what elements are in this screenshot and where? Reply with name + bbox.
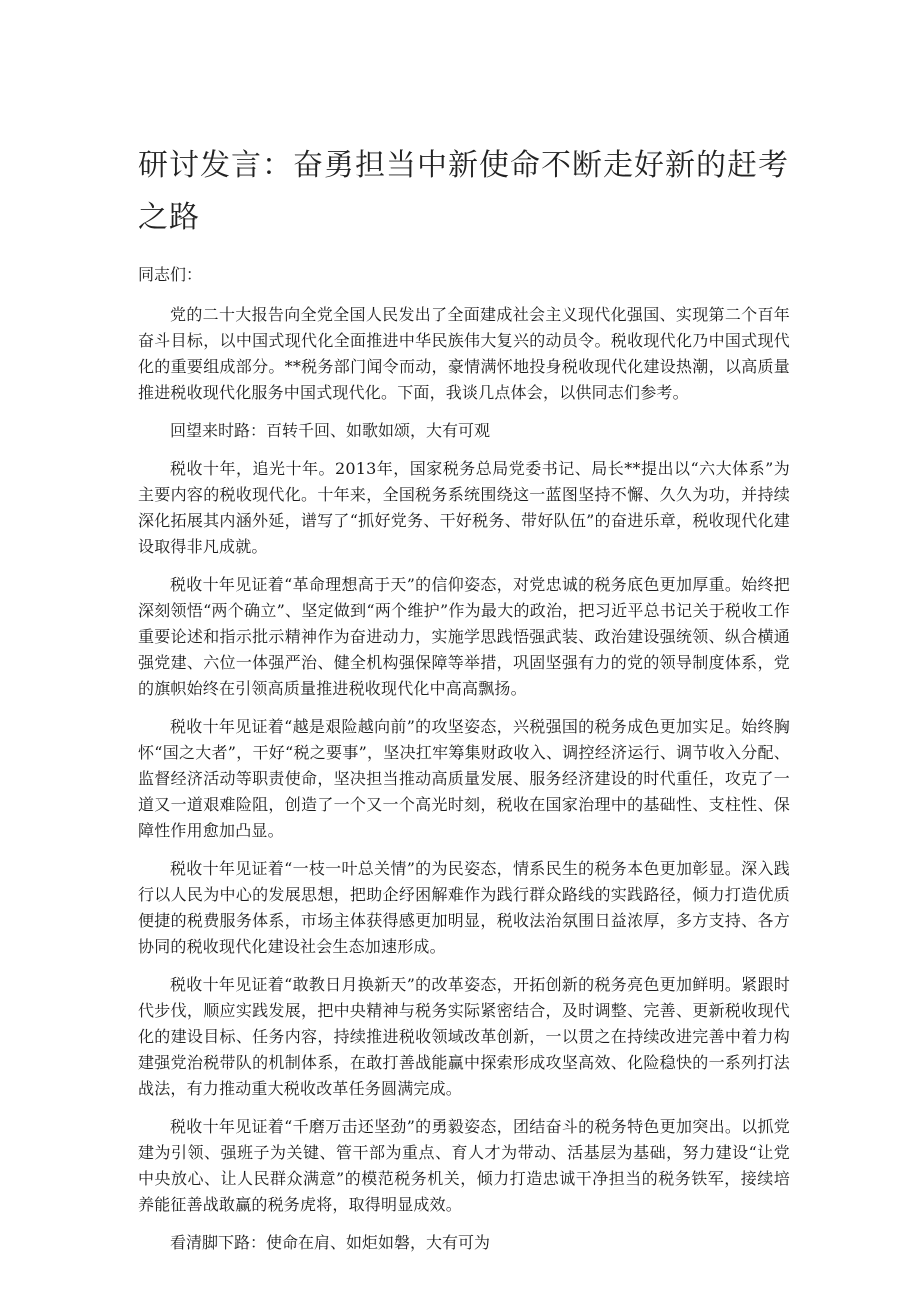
paragraph-tackling: 税收十年见证着“越是艰险越向前”的攻坚姿态，兴税强国的税务成色更加实足。始终胸怀“国之大者”，干好“税之要事”，坚决扛牢筹集财政收入、调控经济运行、调节收入分配、监督经济活动等职责使命，坚决担当推动高质量发展、服务经济建设的时代重任，攻克了一道又一道艰难险阻，创造了一个又一个高光时刻，税收在国家治理中的基础性、支柱性、保障性作用愈加凸显。 — [138, 717, 790, 840]
intro-paragraph: 党的二十大报告向全党全国人民发出了全面建成社会主义现代化强国、实现第二个百年奋斗目标，以中国式现代化全面推进中华民族伟大复兴的动员令。税收现代化乃中国式现代化的重要组成部分。**税务部门闻令而动，豪情满怀地投身税收现代化建设热潮，以高质量推进税收现代化服务中国式现代化。下面，我谈几点体会，以供同志们参考。 — [138, 305, 790, 402]
salutation: 同志们： — [138, 265, 203, 284]
paragraph-faith: 税收十年见证着“革命理想高于天”的信仰姿态，对党忠诚的税务底色更加厚重。始终把深刻领悟“两个确立”、坚定做到“两个维护”作为最大的政治，把习近平总书记关于税收工作重要论述和指示批示精神作为奋进动力，实施学思践悟强武装、政治建设强统领、纵合横通强党建、六位一体强严治、健全机构强保障等举措，巩固坚强有力的党的领导制度体系，党的旗帜始终在引领高质量推进税收现代化中高高飘扬。 — [138, 575, 790, 698]
paragraph-ten-years: 税收十年，追光十年。2013年，国家税务总局党委书记、局长**提出以“六大体系”为主要内容的税收现代化。十年来，全国税务系统围绕这一蓝图坚持不懈、久久为功，并持续深化拓展其内涵外延，谱写了“抓好党务、干好税务、带好队伍”的奋进乐章，税收现代化建设取得非凡成就。 — [138, 459, 790, 556]
document-page — [138, 140, 790, 1268]
paragraph-reform: 税收十年见证着“敢教日月换新天”的改革姿态，开拓创新的税务亮色更加鲜明。紧跟时代步伐，顺应实践发展，把中央精神与税务实际紧密结合，及时调整、完善、更新税收现代化的建设目标、任务内容，持续推进税收领域改革创新，一以贯之在持续改进完善中着力构建强党治税带队的机制体系，在敢打善战能赢中探索形成攻坚高效、化险稳快的一系列打法战法，有力推动重大税收改革任务圆满完成。 — [138, 975, 790, 1098]
paragraph-perseverance: 税收十年见证着“千磨万击还坚劲”的勇毅姿态，团结奋斗的税务特色更加突出。以抓党建为引领、强班子为关键、管干部为重点、育人才为带动、活基层为基础，努力建设“让党中央放心、让人民群众满意”的模范税务机关，倾力打造忠诚干净担当的税务铁军，接续培养能征善战敢赢的税务虎将，取得明显成效。 — [138, 1117, 790, 1214]
section-heading-road-ahead: 看清脚下路：使命在肩、如炬如磐，大有可为 — [170, 1233, 491, 1252]
document-title: 研讨发言：奋勇担当中新使命不断走好新的赶考之路 — [138, 148, 789, 235]
paragraph-people: 税收十年见证着“一枝一叶总关情”的为民姿态，情系民生的税务本色更加彰显。深入践行以人民为中心的发展思想，把助企纾困解难作为践行群众路线的实践路径，倾力打造优质便捷的税费服务体系，市场主体获得感更加明显，税收法治氛围日益浓厚，多方支持、各方协同的税收现代化建设社会生态加速形成。 — [138, 859, 790, 956]
section-heading-looking-back: 回望来时路：百转千回、如歌如颂，大有可观 — [170, 421, 491, 440]
